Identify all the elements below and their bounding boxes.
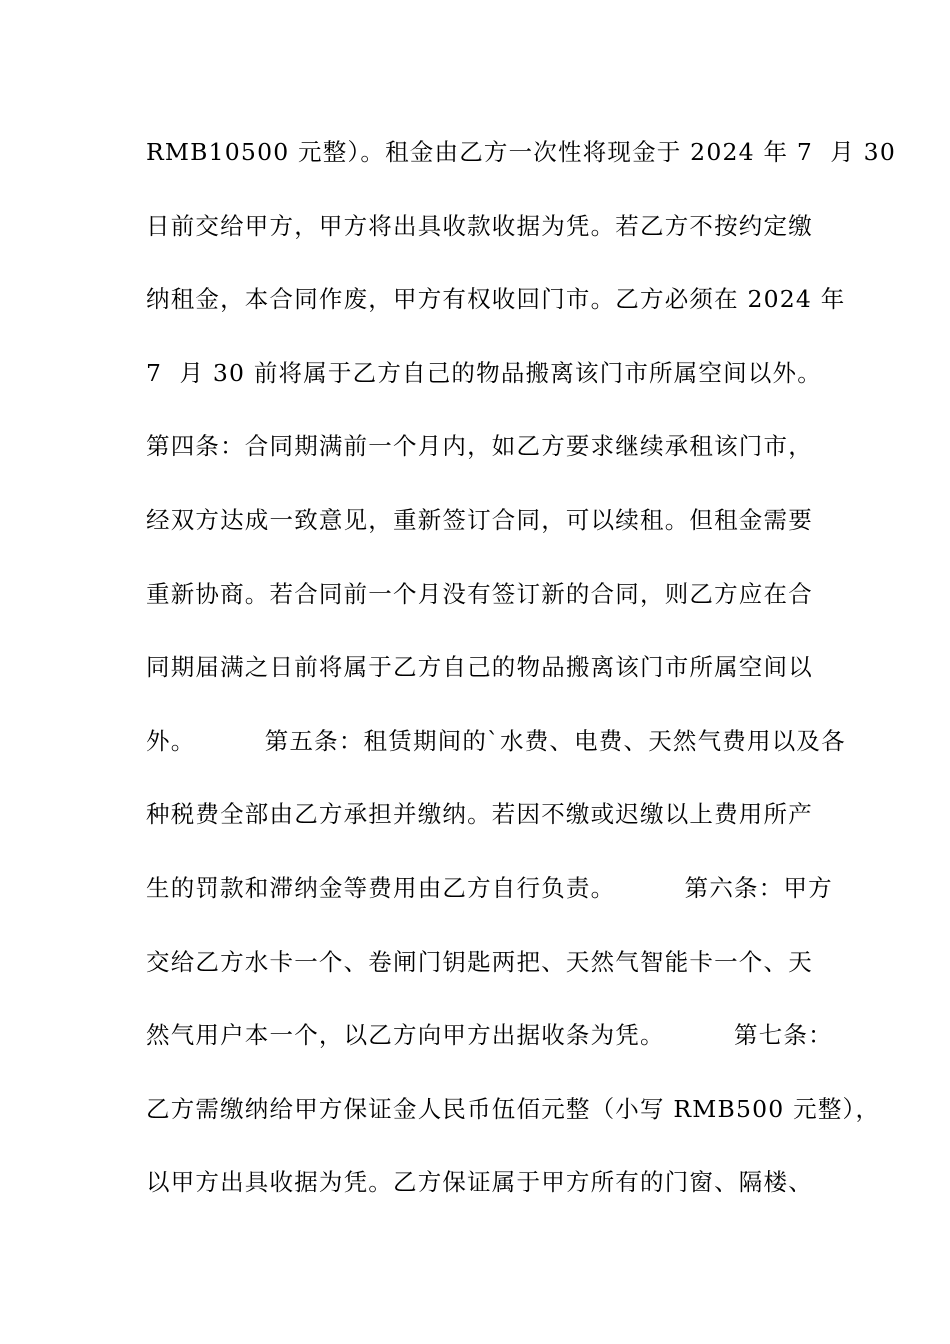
text-line: 然气用户本一个，以乙方向甲方出据收条为凭。 第七条： (146, 1021, 833, 1050)
text-line: 乙方需缴纳给甲方保证金人民币伍佰元整（小写 RMB500 元整）， (146, 1094, 881, 1123)
text-line: 同期届满之日前将属于乙方自己的物品搬离该门市所属空间以 (146, 653, 813, 682)
text-line: 重新协商。若合同前一个月没有签订新的合同，则乙方应在合 (146, 579, 813, 608)
text-line: 外。 第五条：租赁期间的`水费、电费、天然气费用以及各 (146, 726, 846, 755)
text-line: 以甲方出具收据为凭。乙方保证属于甲方所有的门窗、隔楼、 (146, 1168, 813, 1197)
text-line: 经双方达成一致意见，重新签订合同，可以续租。但租金需要 (146, 505, 813, 534)
text-line: 纳租金，本合同作废，甲方有权收回门市。乙方必须在 2024 年 (146, 285, 846, 314)
text-line: 日前交给甲方，甲方将出具收款收据为凭。若乙方不按约定缴 (146, 211, 813, 240)
text-line: 第四条：合同期满前一个月内，如乙方要求继续承租该门市， (146, 432, 813, 461)
text-line: RMB10500 元整）。租金由乙方一次性将现金于 2024 年 7 月 30 (146, 138, 896, 166)
text-line: 生的罚款和滞纳金等费用由乙方自行负责。 第六条：甲方 (146, 873, 833, 902)
contract-body-text (146, 127, 896, 1231)
text-line: 7 月 30 前将属于乙方自己的物品搬离该门市所属空间以外。 (146, 358, 822, 387)
text-line: 交给乙方水卡一个、卷闸门钥匙两把、天然气智能卡一个、天 (146, 947, 813, 976)
text-line: 种税费全部由乙方承担并缴纳。若因不缴或迟缴以上费用所产 (146, 800, 813, 829)
